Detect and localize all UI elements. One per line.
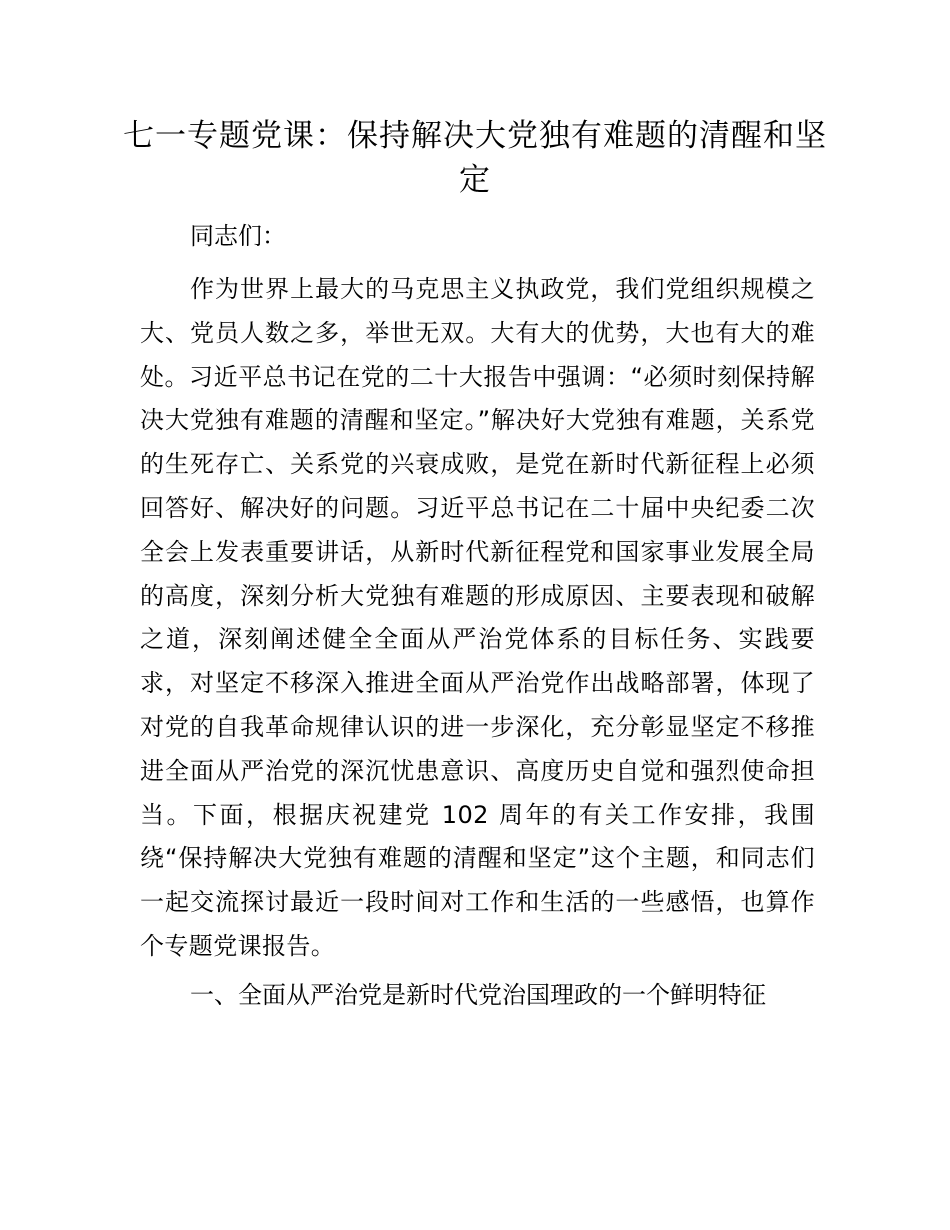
section-heading: 一、全面从严治党是新时代党治国理政的一个鲜明特征 — [190, 981, 766, 1009]
body-paragraph: 作为世界上最大的马克思主义执政党，我们党组织规模之大、党员人数之多，举世无双。大有大的优势，大也有大的难处。习近平总书记在党的二十大报告中强调：“必须时刻保持解决大党独有难题的清醒和坚定。”解决好大党独有难题，关系党的生死存亡、关系党的兴衰成败，是党在新时代新征程上必须回答好、解决好的问题。习近平总书记在二十届中央纪委二次全会上发表重要讲话，从新时代新征程党和国家事业发展全局的高度，深刻分析大党独有难题的形成原因、主要表现和破解之道，深刻阐述健全全面从严治党体系的目标任务、实践要求，对坚定不移深入推进全面从严治党作出战略部署，体现了对党的自我革命规律认识的进一步深化，充分彰显坚定不移推进全面从严治党的深沉忧患意识、高度历史自觉和强烈使命担当。下面，根据庆祝建党 102 周年的有关工作安排，我围绕“保持解决大党独有难题的清醒和坚定”这个主题，和同志们一起交流探讨最近一段时间对工作和生活的一些感悟，也算作个专题党课报告。 — [140, 275, 815, 960]
document-title: 七一专题党课：保持解决大党独有难题的清醒和坚定 — [123, 118, 827, 198]
salutation: 同志们： — [190, 222, 286, 250]
